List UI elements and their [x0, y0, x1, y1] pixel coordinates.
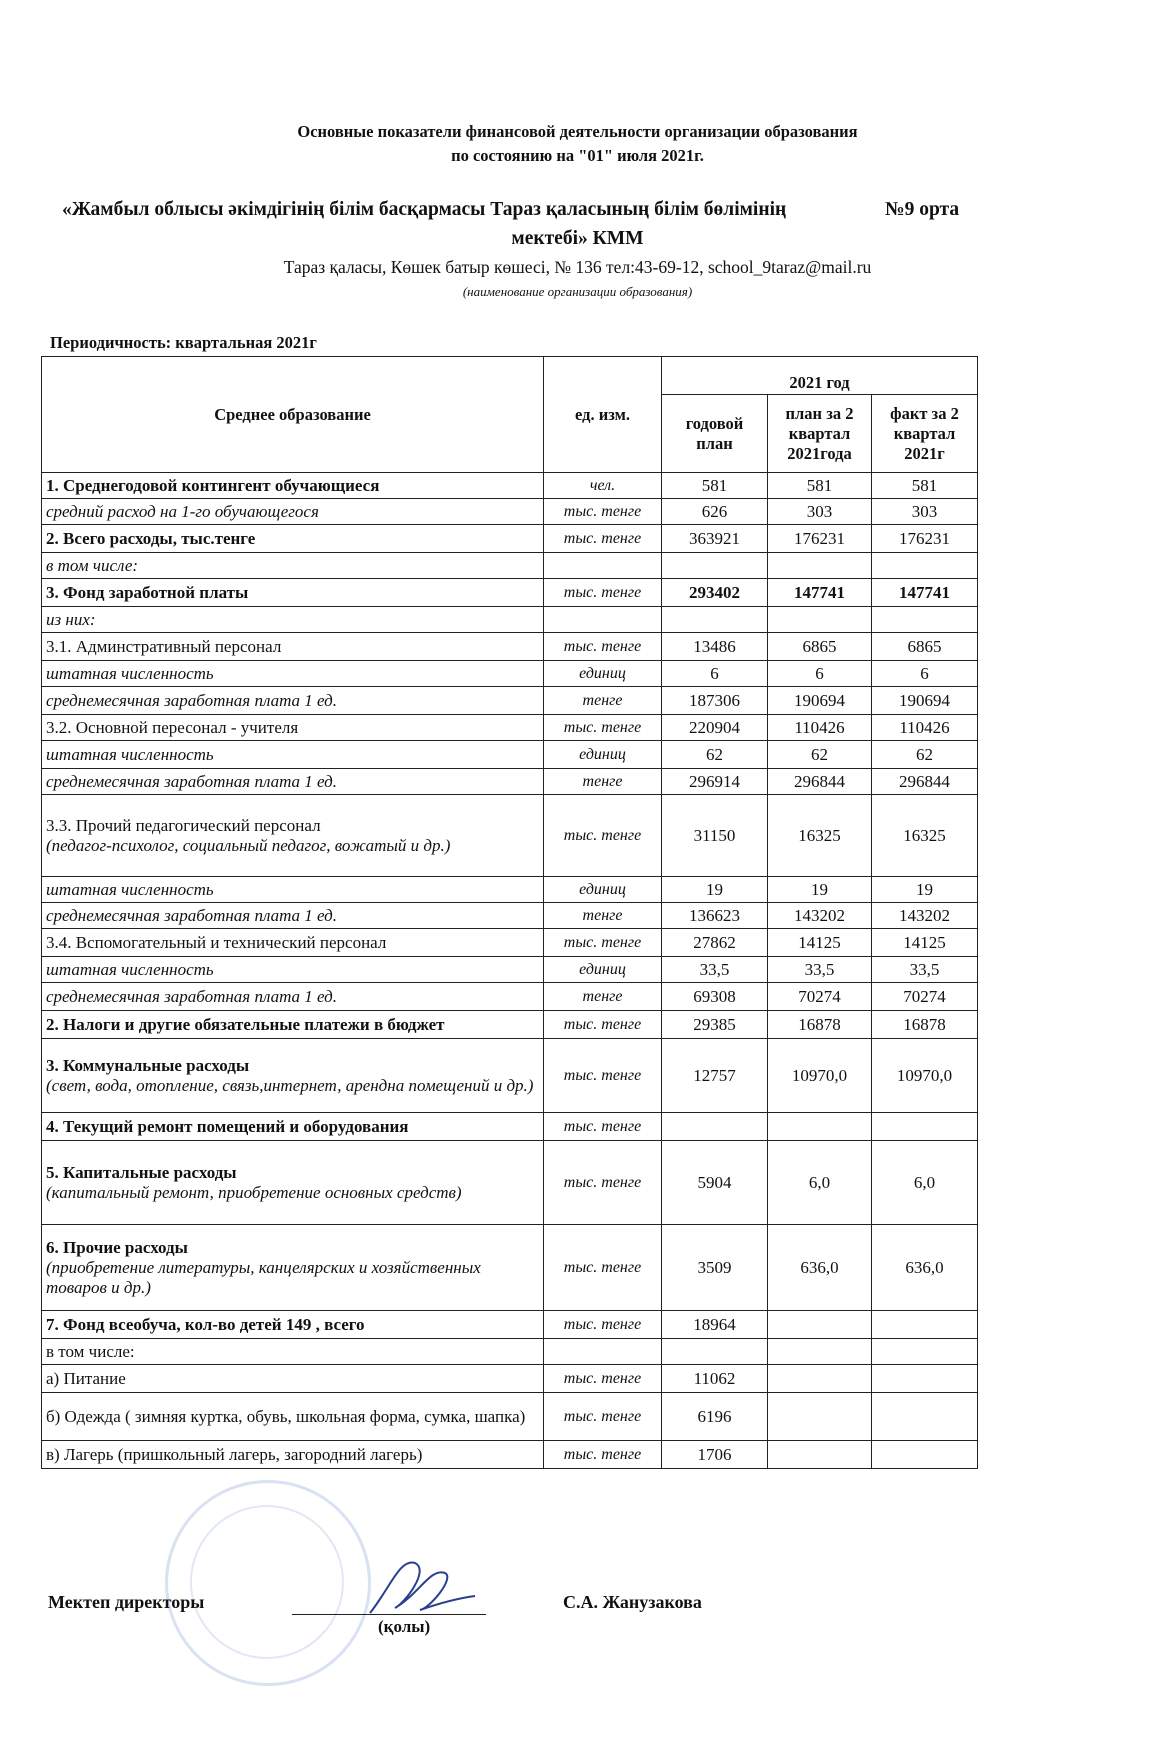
- row-label-text: 2. Налоги и другие обязательные платежи в бюджет: [46, 1014, 445, 1034]
- row-label: [42, 929, 544, 957]
- row-fact-value: 16878: [872, 1011, 978, 1039]
- row-annual-value: 29385: [662, 1011, 768, 1039]
- col-header-unit: ед. изм.: [544, 357, 662, 473]
- org-number: №9 орта: [885, 199, 960, 220]
- row-unit: чел.: [544, 473, 662, 499]
- row-label-text: 3. Коммунальные расходы: [46, 1055, 250, 1075]
- row-label: [42, 1039, 544, 1113]
- row-label-text: средний расход на 1-го обучающегося: [46, 501, 319, 521]
- row-label: [42, 473, 544, 499]
- row-annual-value: 6196: [662, 1393, 768, 1441]
- table-row: [42, 1441, 978, 1469]
- row-plan-value: 10970,0: [768, 1039, 872, 1113]
- signature-caption: (қолы): [378, 1617, 431, 1636]
- row-unit: единиц: [544, 957, 662, 983]
- row-note: (капитальный ремонт, приобретение основных средств): [46, 1182, 462, 1202]
- row-label-text: 4. Текущий ремонт помещений и оборудования: [46, 1116, 409, 1136]
- row-fact-value: 176231: [872, 525, 978, 553]
- row-label-text: среднемесячная заработная плата 1 ед.: [46, 690, 338, 710]
- row-label-text: а) Питание: [46, 1368, 126, 1388]
- table-body: [42, 473, 978, 1469]
- row-label-text: в том числе:: [46, 555, 139, 575]
- row-unit: тенге: [544, 687, 662, 715]
- row-plan-value: 147741: [768, 579, 872, 607]
- row-unit: тенге: [544, 903, 662, 929]
- row-fact-value: [872, 1311, 978, 1339]
- report-date: по состоянию на "01" июля 2021г.: [451, 146, 704, 165]
- row-label-text: 3. Фонд заработной платы: [46, 582, 249, 602]
- row-note: (свет, вода, отопление, связь,интернет, арендна помещений и др.): [46, 1075, 534, 1095]
- row-label-text: в том числе:: [46, 1341, 135, 1361]
- row-fact-value: [872, 1113, 978, 1141]
- row-unit: тыс. тенге: [544, 795, 662, 877]
- row-annual-value: 3509: [662, 1225, 768, 1311]
- row-plan-value: 176231: [768, 525, 872, 553]
- row-annual-value: 31150: [662, 795, 768, 877]
- row-annual-value: 13486: [662, 633, 768, 661]
- row-plan-value: 16325: [768, 795, 872, 877]
- row-plan-value: [768, 1339, 872, 1365]
- row-label: [42, 607, 544, 633]
- row-label: [42, 1441, 544, 1469]
- row-label: [42, 525, 544, 553]
- table-row: [42, 795, 978, 877]
- org-address: Тараз қаласы, Көшек батыр көшесі, № 136 тел:43-69-12, school_9taraz@mail.ru: [283, 257, 872, 277]
- report-title: Основные показатели финансовой деятельности организации образования: [297, 122, 858, 141]
- table-row: [42, 473, 978, 499]
- row-fact-value: 147741: [872, 579, 978, 607]
- row-fact-value: 14125: [872, 929, 978, 957]
- row-label: [42, 1311, 544, 1339]
- row-plan-value: [768, 607, 872, 633]
- row-label-text: 7. Фонд всеобуча, кол-во детей 149 , всего: [46, 1314, 365, 1334]
- col-header-annual: годовой план: [662, 395, 768, 473]
- row-label-text: из них:: [46, 609, 96, 629]
- row-fact-value: 143202: [872, 903, 978, 929]
- row-fact-value: 6,0: [872, 1141, 978, 1225]
- row-label-text: штатная численность: [46, 879, 214, 899]
- row-fact-value: [872, 1339, 978, 1365]
- row-fact-value: [872, 1441, 978, 1469]
- row-unit: тыс. тенге: [544, 499, 662, 525]
- row-unit: тыс. тенге: [544, 1393, 662, 1441]
- row-annual-value: 581: [662, 473, 768, 499]
- table-row: [42, 903, 978, 929]
- row-plan-value: [768, 553, 872, 579]
- financial-table: [41, 356, 978, 1469]
- row-fact-value: 19: [872, 877, 978, 903]
- row-label-text: штатная численность: [46, 663, 214, 683]
- row-label-text: штатная численность: [46, 959, 214, 979]
- row-label: [42, 579, 544, 607]
- row-annual-value: [662, 1339, 768, 1365]
- row-fact-value: 581: [872, 473, 978, 499]
- row-label: [42, 957, 544, 983]
- table-row: [42, 687, 978, 715]
- table-row: [42, 929, 978, 957]
- row-label: [42, 1393, 544, 1441]
- row-unit: единиц: [544, 877, 662, 903]
- row-annual-value: 33,5: [662, 957, 768, 983]
- row-fact-value: 62: [872, 741, 978, 769]
- row-annual-value: [662, 553, 768, 579]
- row-label-text: штатная численность: [46, 744, 214, 764]
- row-plan-value: [768, 1393, 872, 1441]
- table-row: [42, 633, 978, 661]
- row-fact-value: 70274: [872, 983, 978, 1011]
- table-row: [42, 1311, 978, 1339]
- table-row: [42, 877, 978, 903]
- row-unit: тыс. тенге: [544, 1311, 662, 1339]
- row-unit: единиц: [544, 661, 662, 687]
- row-annual-value: 69308: [662, 983, 768, 1011]
- row-annual-value: 136623: [662, 903, 768, 929]
- table-row: [42, 769, 978, 795]
- table-row: [42, 525, 978, 553]
- row-annual-value: 363921: [662, 525, 768, 553]
- row-label: [42, 983, 544, 1011]
- row-label: [42, 1113, 544, 1141]
- row-note: (приобретение литературы, канцелярских и хозяйственных товаров и др.): [46, 1257, 481, 1297]
- row-plan-value: 62: [768, 741, 872, 769]
- row-label: [42, 687, 544, 715]
- row-label: [42, 795, 544, 877]
- row-plan-value: 143202: [768, 903, 872, 929]
- row-plan-value: [768, 1365, 872, 1393]
- row-unit: тыс. тенге: [544, 1225, 662, 1311]
- row-label-text: 3.4. Вспомогательный и технический персонал: [46, 932, 387, 952]
- table-row: [42, 1339, 978, 1365]
- row-annual-value: 27862: [662, 929, 768, 957]
- row-label: [42, 903, 544, 929]
- row-label-text: среднемесячная заработная плата 1 ед.: [46, 771, 338, 791]
- row-label: [42, 1365, 544, 1393]
- row-fact-value: 10970,0: [872, 1039, 978, 1113]
- row-plan-value: 110426: [768, 715, 872, 741]
- row-annual-value: 62: [662, 741, 768, 769]
- row-label-text: среднемесячная заработная плата 1 ед.: [46, 986, 338, 1006]
- row-plan-value: [768, 1113, 872, 1141]
- row-unit: тыс. тенге: [544, 1365, 662, 1393]
- org-caption: (наименование организации образования): [462, 284, 693, 299]
- signature-name: С.А. Жанузакова: [563, 1592, 702, 1612]
- row-annual-value: 11062: [662, 1365, 768, 1393]
- row-plan-value: 70274: [768, 983, 872, 1011]
- row-unit: тыс. тенге: [544, 1011, 662, 1039]
- table-row: [42, 957, 978, 983]
- row-plan-value: 19: [768, 877, 872, 903]
- row-annual-value: 296914: [662, 769, 768, 795]
- row-plan-value: 16878: [768, 1011, 872, 1039]
- table-row: [42, 499, 978, 525]
- row-plan-value: 581: [768, 473, 872, 499]
- row-unit: тыс. тенге: [544, 525, 662, 553]
- row-annual-value: 187306: [662, 687, 768, 715]
- col-header-plan: план за 2 квартал 2021года: [768, 395, 872, 473]
- row-label: [42, 877, 544, 903]
- row-plan-value: 190694: [768, 687, 872, 715]
- row-label: [42, 1339, 544, 1365]
- row-unit: [544, 607, 662, 633]
- row-annual-value: [662, 1113, 768, 1141]
- row-unit: тыс. тенге: [544, 1039, 662, 1113]
- row-plan-value: 6: [768, 661, 872, 687]
- row-label: [42, 633, 544, 661]
- row-label: [42, 1225, 544, 1311]
- row-annual-value: 220904: [662, 715, 768, 741]
- row-fact-value: 6: [872, 661, 978, 687]
- row-fact-value: 6865: [872, 633, 978, 661]
- row-fact-value: [872, 553, 978, 579]
- row-fact-value: 303: [872, 499, 978, 525]
- official-stamp: [165, 1480, 371, 1686]
- row-fact-value: 296844: [872, 769, 978, 795]
- table-row: [42, 1141, 978, 1225]
- row-unit: тыс. тенге: [544, 1441, 662, 1469]
- periodicity: Периодичность: квартальная 2021г: [50, 333, 317, 352]
- row-unit: тыс. тенге: [544, 715, 662, 741]
- row-plan-value: 14125: [768, 929, 872, 957]
- row-annual-value: 626: [662, 499, 768, 525]
- row-plan-value: 6865: [768, 633, 872, 661]
- org-name-line1: «Жамбыл облысы әкімдігінің білім басқармасы Тараз қаласының білім бөлімінің: [62, 199, 787, 220]
- table-row: [42, 1039, 978, 1113]
- table-row: [42, 1365, 978, 1393]
- row-unit: [544, 1339, 662, 1365]
- row-annual-value: 1706: [662, 1441, 768, 1469]
- row-label: [42, 769, 544, 795]
- table-row: [42, 1011, 978, 1039]
- row-label: [42, 499, 544, 525]
- row-annual-value: 5904: [662, 1141, 768, 1225]
- row-label-text: 2. Всего расходы, тыс.тенге: [46, 528, 256, 548]
- row-plan-value: 296844: [768, 769, 872, 795]
- row-annual-value: 19: [662, 877, 768, 903]
- row-label-text: 3.3. Прочий педагогический персонал: [46, 815, 321, 835]
- org-name-line2: мектебі» КММ: [511, 228, 644, 249]
- row-plan-value: 33,5: [768, 957, 872, 983]
- row-label: [42, 1141, 544, 1225]
- row-plan-value: 636,0: [768, 1225, 872, 1311]
- row-fact-value: 33,5: [872, 957, 978, 983]
- row-plan-value: [768, 1441, 872, 1469]
- row-unit: тыс. тенге: [544, 929, 662, 957]
- row-annual-value: 18964: [662, 1311, 768, 1339]
- row-fact-value: [872, 1393, 978, 1441]
- row-unit: тенге: [544, 769, 662, 795]
- row-fact-value: 110426: [872, 715, 978, 741]
- row-label-text: 3.2. Основной пересонал - учителя: [46, 717, 299, 737]
- row-label-text: б) Одежда ( зимняя куртка, обувь, школьная форма, сумка, шапка): [46, 1406, 526, 1426]
- row-label: [42, 553, 544, 579]
- row-fact-value: 636,0: [872, 1225, 978, 1311]
- table-row: [42, 607, 978, 633]
- row-unit: тыс. тенге: [544, 579, 662, 607]
- row-fact-value: 190694: [872, 687, 978, 715]
- table-row: [42, 741, 978, 769]
- row-label-text: в) Лагерь (пришкольный лагерь, загородний лагерь): [46, 1444, 423, 1464]
- row-unit: тенге: [544, 983, 662, 1011]
- row-label: [42, 715, 544, 741]
- row-plan-value: 6,0: [768, 1141, 872, 1225]
- row-label: [42, 741, 544, 769]
- row-unit: [544, 553, 662, 579]
- row-unit: единиц: [544, 741, 662, 769]
- row-label: [42, 1011, 544, 1039]
- row-fact-value: [872, 1365, 978, 1393]
- table-row: [42, 983, 978, 1011]
- row-unit: тыс. тенге: [544, 1113, 662, 1141]
- row-label-text: 1. Среднегодовой контингент обучающиеся: [46, 475, 380, 495]
- row-unit: тыс. тенге: [544, 1141, 662, 1225]
- row-fact-value: 16325: [872, 795, 978, 877]
- row-annual-value: 12757: [662, 1039, 768, 1113]
- row-annual-value: [662, 607, 768, 633]
- table-row: [42, 715, 978, 741]
- row-note: (педагог-психолог, социальный педагог, вожатый и др.): [46, 835, 451, 855]
- col-header-fact: факт за 2 квартал 2021г: [872, 395, 978, 473]
- row-label: [42, 661, 544, 687]
- table-row: [42, 553, 978, 579]
- signature-role: Мектеп директоры: [48, 1592, 205, 1612]
- handwritten-signature: [360, 1548, 480, 1628]
- row-plan-value: [768, 1311, 872, 1339]
- row-unit: тыс. тенге: [544, 633, 662, 661]
- table-row: [42, 1113, 978, 1141]
- col-header-main: Среднее образование: [42, 357, 544, 473]
- row-annual-value: 6: [662, 661, 768, 687]
- table-row: [42, 1225, 978, 1311]
- row-plan-value: 303: [768, 499, 872, 525]
- row-label-text: 5. Капитальные расходы: [46, 1162, 237, 1182]
- row-label-text: 3.1. Админстративный персонал: [46, 636, 282, 656]
- row-label-text: 6. Прочие расходы: [46, 1237, 188, 1257]
- col-header-year: 2021 год: [662, 357, 978, 395]
- table-row: [42, 1393, 978, 1441]
- table-row: [42, 579, 978, 607]
- table-row: [42, 661, 978, 687]
- row-annual-value: 293402: [662, 579, 768, 607]
- row-label-text: среднемесячная заработная плата 1 ед.: [46, 905, 338, 925]
- row-fact-value: [872, 607, 978, 633]
